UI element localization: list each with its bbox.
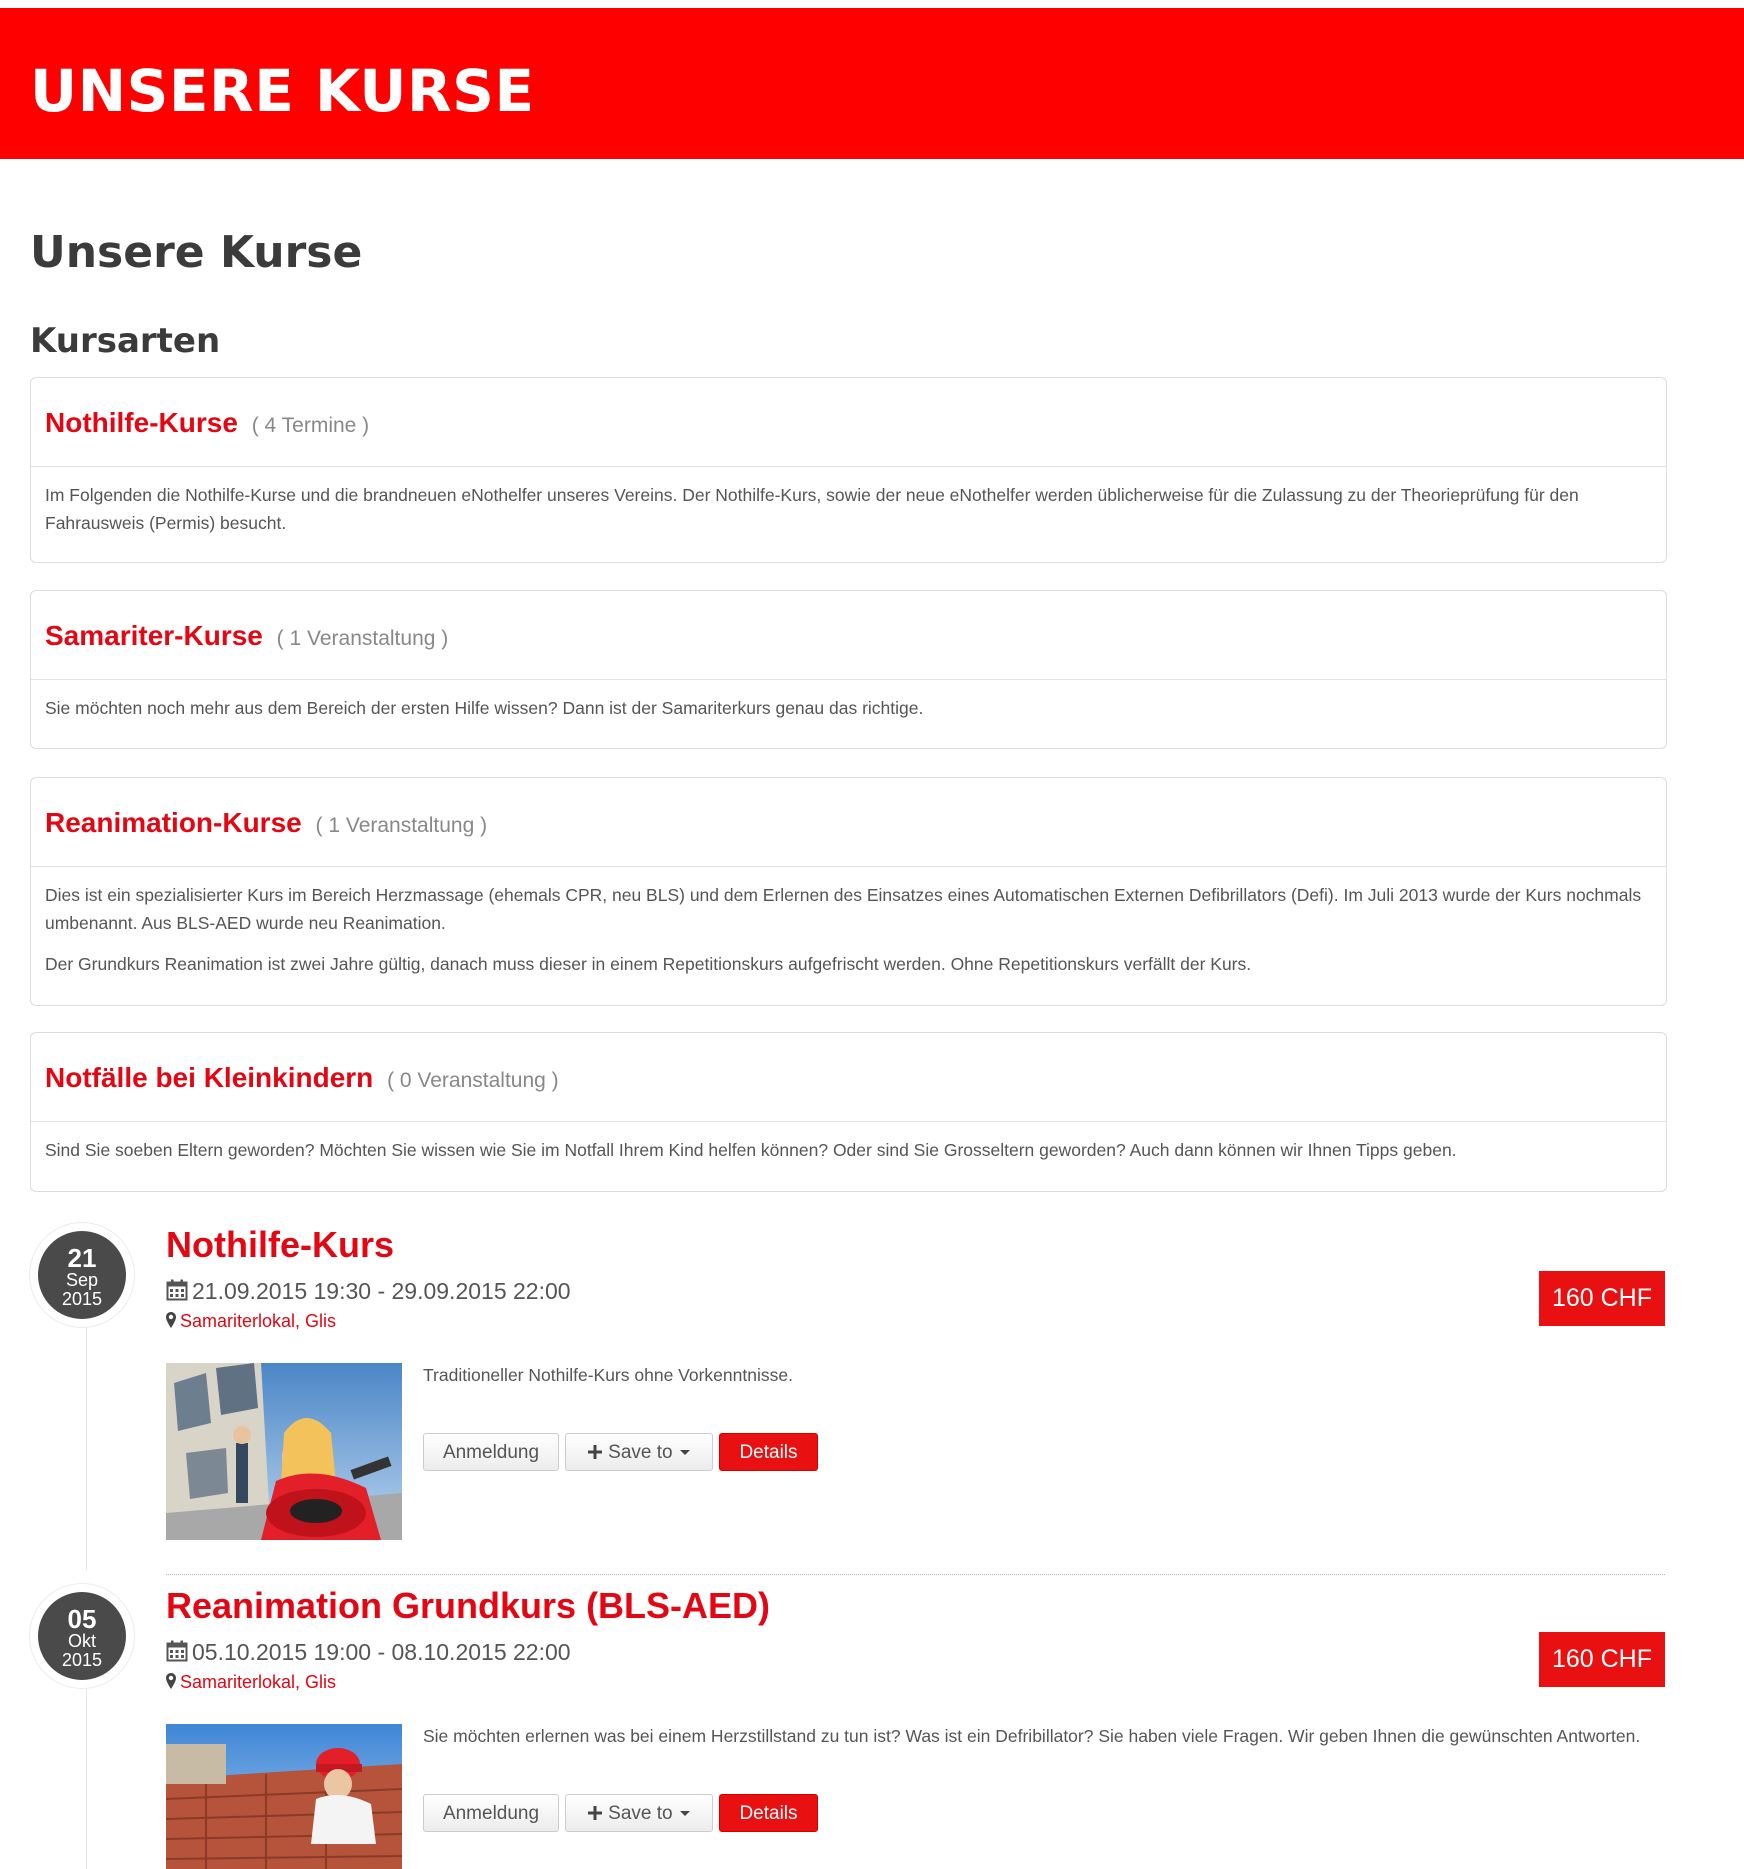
caret-down-icon — [680, 1450, 690, 1455]
banner-title: UNSERE KURSE — [30, 57, 535, 125]
category-name: Reanimation-Kurse — [45, 807, 302, 838]
register-button[interactable] — [423, 1433, 559, 1471]
calendar-icon — [166, 1640, 188, 1669]
event-title-link[interactable]: Reanimation Grundkurs (BLS-AED) — [166, 1585, 771, 1626]
plus-icon — [588, 1796, 602, 1834]
save-to-dropdown[interactable] — [565, 1794, 713, 1832]
event-location-link[interactable] — [166, 1311, 336, 1334]
event-year: 2015 — [61, 1650, 103, 1670]
register-button-label: Anmeldung — [442, 1803, 540, 1824]
event-item — [30, 1584, 1665, 1869]
category-link[interactable] — [45, 619, 448, 653]
event-datetime — [166, 1639, 571, 1669]
plus-icon — [588, 1435, 602, 1473]
category-paragraph: Dies ist ein spezialisierter Kurs im Bereich Herzmassage (ehemals CPR, neu BLS) und dem Erlernen des Einsatzes eines Automatischen Externen Defibrillators (Defi). Im Juli 2013 wurde der Kurs nochmals umbenannt. Aus BLS-AED wurde neu Reanimation. — [45, 885, 1642, 933]
category-count: ( 4 Termine ) — [251, 414, 370, 437]
page-title: Unsere Kurse — [30, 227, 363, 278]
event-description: Traditioneller Nothilfe-Kurs ohne Vorkenntnisse. — [423, 1365, 793, 1385]
category-paragraph: Sind Sie soeben Eltern geworden? Möchten Sie wissen wie Sie im Notfall Ihrem Kind helfen können? Oder sind Sie Grosseltern geworden? Auch dann können wir Ihnen Tipps geben. — [45, 1140, 1457, 1160]
event-location-link[interactable] — [166, 1672, 336, 1695]
page-banner — [0, 8, 1744, 159]
category-link[interactable] — [45, 806, 487, 840]
category-count: ( 1 Veranstaltung ) — [315, 814, 488, 837]
event-image[interactable] — [166, 1724, 402, 1869]
category-header — [31, 778, 1666, 867]
category-link[interactable] — [45, 1061, 559, 1095]
event-day: 21 — [67, 1243, 97, 1273]
register-button-label: Anmeldung — [442, 1442, 540, 1463]
event-date-badge — [30, 1223, 134, 1327]
event-datetime — [166, 1278, 571, 1308]
category-header — [31, 591, 1666, 680]
category-header — [31, 1033, 1666, 1122]
category-count: ( 0 Veranstaltung ) — [387, 1069, 559, 1092]
event-image[interactable] — [166, 1363, 402, 1540]
category-description — [31, 467, 1666, 551]
event-year: 2015 — [61, 1289, 103, 1309]
event-month: Sep — [65, 1270, 99, 1290]
event-price-badge: 160 CHF — [1539, 1271, 1665, 1326]
save-to-label: Save to — [608, 1442, 673, 1463]
category-count: ( 1 Veranstaltung ) — [276, 627, 449, 650]
category-header — [31, 378, 1666, 467]
event-datetime-text: 21.09.2015 19:30 - 29.09.2015 22:00 — [192, 1278, 571, 1304]
event-divider — [166, 1574, 1665, 1575]
category-link[interactable] — [45, 406, 369, 440]
section-title: Kursarten — [30, 321, 221, 361]
map-marker-icon — [166, 1673, 176, 1695]
category-paragraph: Im Folgenden die Nothilfe-Kurse und die brandneuen eNothelfer unseres Vereins. Der Nothilfe-Kurs, sowie der neue eNothelfer werden üblicherweise für die Zulassung zu der Theorieprüfung für den Fahrausweis (Permis) besucht. — [45, 485, 1579, 533]
caret-down-icon — [680, 1811, 690, 1816]
map-marker-icon — [166, 1312, 176, 1334]
category-panel — [30, 777, 1667, 1006]
event-day: 05 — [67, 1604, 97, 1634]
details-button-label: Details — [739, 1803, 798, 1824]
register-button[interactable] — [423, 1794, 559, 1832]
details-button-label: Details — [739, 1442, 798, 1463]
event-title-link[interactable]: Nothilfe-Kurs — [166, 1224, 394, 1265]
save-to-label: Save to — [608, 1803, 673, 1824]
event-location-text: Samariterlokal, Glis — [180, 1311, 337, 1331]
category-name: Notfälle bei Kleinkindern — [45, 1062, 374, 1093]
event-description: Sie möchten erlernen was bei einem Herzstillstand zu tun ist? Was ist ein Defribillator? Sie haben viele Fragen. Wir geben Ihnen die gewünschten Antworten. — [423, 1726, 1641, 1746]
calendar-icon — [166, 1279, 188, 1308]
event-price-badge: 160 CHF — [1539, 1632, 1665, 1687]
event-month: Okt — [67, 1631, 96, 1651]
category-panel — [30, 590, 1667, 749]
event-datetime-text: 05.10.2015 19:00 - 08.10.2015 22:00 — [192, 1639, 571, 1665]
category-description — [31, 680, 1666, 736]
category-description — [31, 867, 1666, 992]
category-name: Nothilfe-Kurse — [45, 407, 238, 438]
event-item — [30, 1223, 1665, 1543]
event-location-text: Samariterlokal, Glis — [180, 1672, 337, 1692]
category-name: Samariter-Kurse — [45, 620, 263, 651]
details-button[interactable] — [719, 1433, 818, 1471]
category-panel — [30, 1032, 1667, 1192]
event-date-badge — [30, 1584, 134, 1688]
category-paragraph: Sie möchten noch mehr aus dem Bereich der ersten Hilfe wissen? Dann ist der Samariterkurs genau das richtige. — [45, 698, 924, 718]
category-panel — [30, 377, 1667, 563]
category-paragraph: Der Grundkurs Reanimation ist zwei Jahre gültig, danach muss dieser in einem Repetitionskurs aufgefrischt werden. Ohne Repetitionskurs verfällt der Kurs. — [45, 954, 1252, 974]
category-description — [31, 1122, 1666, 1178]
save-to-dropdown[interactable] — [565, 1433, 713, 1471]
details-button[interactable] — [719, 1794, 818, 1832]
